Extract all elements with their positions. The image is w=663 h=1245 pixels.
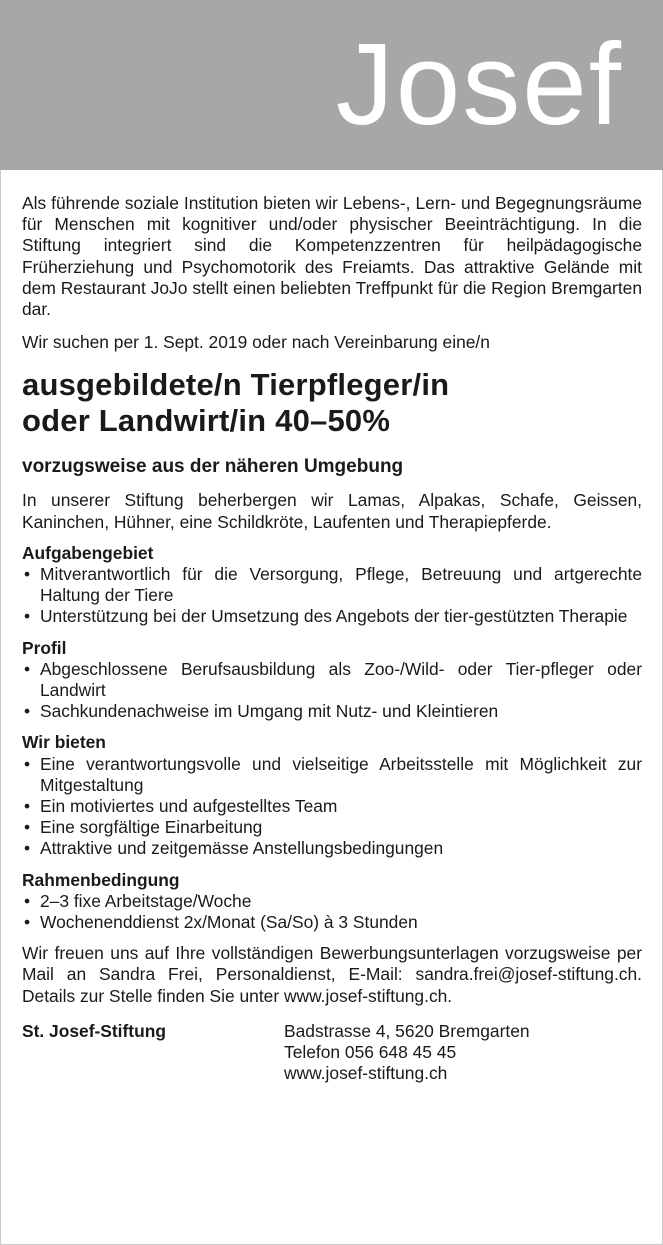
list-item: • Attraktive und zeitgemässe Anstellungsbedingungen: [22, 838, 642, 859]
job-title-line-2: oder Landwirt/in 40–50%: [22, 403, 391, 439]
list-item: • Sachkundenachweise im Umgang mit Nutz- und Kleintieren: [22, 701, 642, 722]
subtitle: vorzugsweise aus der näheren Umgebung: [22, 456, 404, 478]
list-item: • Mitverantwortlich für die Versorgung, Pflege, Betreuung und artgerechte Haltung der Tiere: [22, 564, 642, 606]
list-item: • Ein motiviertes und aufgestelltes Team: [22, 796, 642, 817]
profil-list: [22, 659, 642, 723]
bieten-list: [22, 754, 642, 860]
intro-paragraph: Als führende soziale Institution bieten wir Lebens-, Lern- und Begegnungsräume für Menschen mit kognitiver und/oder physischer Beeinträchtigung. In die Stiftung integriert sind die Kompetenzzentren für heilpädagogische Früherziehung und Psychomotorik des Freiamts. Das attraktive Gelände mit dem Restaurant JoJo stellt einen beliebten Treffpunkt für die Region Bremgarten dar.: [22, 193, 642, 320]
address-line: Badstrasse 4, 5620 Bremgarten: [284, 1020, 530, 1041]
contact-address: [284, 1021, 530, 1085]
list-item: • Abgeschlossene Berufsausbildung als Zoo-/Wild- oder Tier-pfleger oder Landwirt: [22, 659, 642, 701]
header-banner: [0, 0, 663, 170]
section-heading-profil: Profil: [22, 637, 67, 658]
list-item: • Eine verantwortungsvolle und vielseitige Arbeitsstelle mit Möglichkeit zur Mitgestaltung: [22, 754, 642, 796]
list-item: • Unterstützung bei der Umsetzung des Angebots der tier-gestützten Therapie: [22, 606, 642, 627]
section-heading-wir-bieten: Wir bieten: [22, 732, 106, 753]
job-title: [22, 367, 642, 439]
animals-paragraph: In unserer Stiftung beherbergen wir Lamas, Alpakas, Schafe, Geissen, Kaninchen, Hühner, eine Schildkröte, Laufenten und Therapiepferde.: [22, 490, 642, 532]
closing-paragraph: Wir freuen uns auf Ihre vollständigen Bewerbungsunterlagen vorzugsweise per Mail an Sandra Frei, Personaldienst, E-Mail: sandra.frei@josef-stiftung.ch. Details zur Stelle finden Sie unter www.josef-stiftung.ch.: [22, 943, 642, 1006]
organization-name: St. Josef-Stiftung: [22, 1020, 166, 1041]
aufgaben-list: [22, 564, 642, 628]
list-item: • Eine sorgfältige Einarbeitung: [22, 817, 642, 838]
list-item: • 2–3 fixe Arbeitstage/Woche: [22, 891, 642, 912]
phone-line: Telefon 056 648 45 45: [284, 1042, 457, 1063]
job-ad-content: [22, 193, 642, 1085]
josef-logo: Josef: [335, 19, 623, 149]
website-link[interactable]: www.josef-stiftung.ch: [284, 1063, 448, 1084]
job-title-line-1: ausgebildete/n Tierpfleger/in: [22, 367, 450, 403]
section-heading-rahmenbedingung: Rahmenbedingung: [22, 869, 180, 890]
rahmen-list: [22, 891, 642, 933]
section-heading-aufgabengebiet: Aufgabengebiet: [22, 542, 154, 563]
list-item: • Wochenenddienst 2x/Monat (Sa/So) à 3 Stunden: [22, 912, 642, 933]
search-line: Wir suchen per 1. Sept. 2019 oder nach Vereinbarung eine/n: [22, 332, 490, 353]
footer: [22, 1021, 642, 1085]
